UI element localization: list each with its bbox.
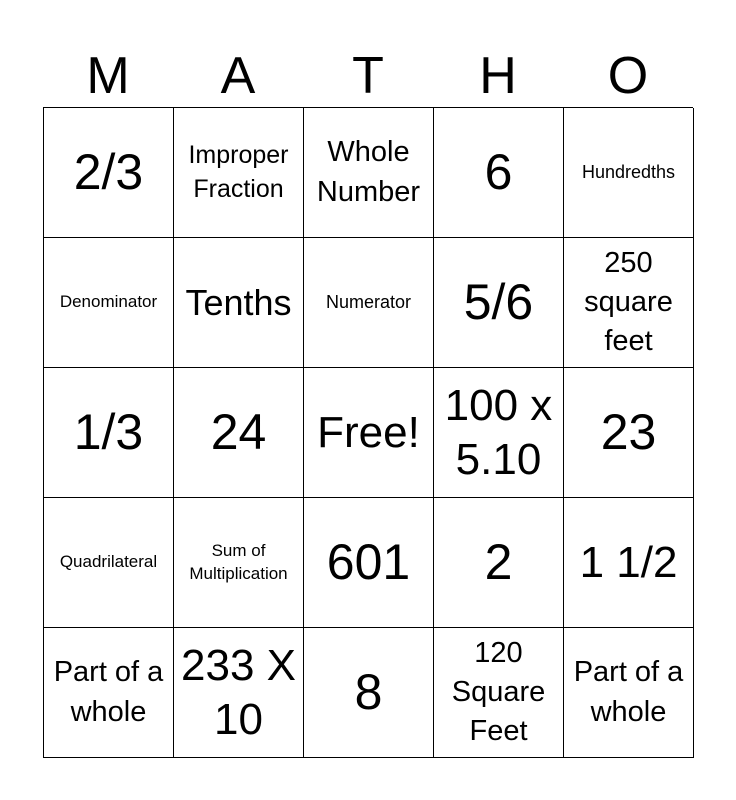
cell-text: 2: [484, 533, 513, 590]
header-letter-o: O: [607, 47, 649, 105]
bingo-cell[interactable]: [564, 238, 694, 368]
bingo-cell[interactable]: [434, 108, 564, 238]
bingo-cell[interactable]: [564, 368, 694, 498]
bingo-cell[interactable]: [304, 628, 434, 758]
cell-text: 6: [484, 143, 513, 200]
bingo-cell[interactable]: [564, 628, 694, 758]
bingo-cell[interactable]: [174, 628, 304, 758]
cell-text: 233 X 10: [181, 640, 296, 744]
cell-text: Whole Number: [316, 136, 421, 208]
cell-text: 120 Square Feet: [451, 636, 546, 748]
cell-text: Part of a whole: [573, 656, 684, 728]
cell-text: 250 square feet: [584, 246, 673, 358]
bingo-cell[interactable]: [44, 238, 174, 368]
free-space[interactable]: [304, 368, 434, 498]
cell-text: 100 x 5.10: [444, 380, 553, 484]
cell-text: Numerator: [325, 291, 412, 312]
bingo-cell[interactable]: [434, 238, 564, 368]
cell-text: 24: [210, 403, 267, 460]
bingo-cell[interactable]: [304, 108, 434, 238]
header-letter-h: H: [479, 47, 517, 105]
bingo-grid: [43, 107, 693, 758]
header-letter-a: A: [220, 47, 256, 105]
cell-text: Quadrilateral: [59, 552, 158, 572]
cell-text: Tenths: [185, 281, 292, 323]
bingo-cell[interactable]: [564, 108, 694, 238]
cell-text: 1 1/2: [579, 537, 678, 587]
cell-text: 23: [600, 403, 657, 460]
bingo-cell[interactable]: [434, 498, 564, 628]
cell-text: Sum of Multiplication: [189, 541, 288, 583]
cell-text: Hundredths: [581, 161, 676, 182]
bingo-cell[interactable]: [434, 368, 564, 498]
header-letter-m: M: [86, 47, 130, 105]
card-header: [43, 47, 693, 107]
cell-text: Improper Fraction: [188, 141, 289, 203]
bingo-cell[interactable]: [434, 628, 564, 758]
cell-text: 1/3: [73, 403, 144, 460]
bingo-cell[interactable]: [174, 368, 304, 498]
cell-text: 2/3: [73, 143, 144, 200]
bingo-cell[interactable]: [174, 498, 304, 628]
bingo-cell[interactable]: [44, 628, 174, 758]
bingo-cell[interactable]: [304, 238, 434, 368]
bingo-card: [43, 47, 693, 758]
bingo-cell[interactable]: [44, 368, 174, 498]
header-letter-t: T: [352, 47, 384, 105]
bingo-cell[interactable]: [304, 498, 434, 628]
cell-text: 8: [354, 663, 383, 720]
bingo-cell[interactable]: [44, 498, 174, 628]
bingo-cell[interactable]: [44, 108, 174, 238]
cell-text: Part of a whole: [53, 656, 164, 728]
cell-text: 5/6: [463, 273, 534, 330]
cell-text: Free!: [317, 407, 420, 457]
bingo-cell[interactable]: [564, 498, 694, 628]
cell-text: Denominator: [59, 292, 158, 312]
cell-text: 601: [326, 533, 411, 590]
bingo-cell[interactable]: [174, 108, 304, 238]
bingo-cell[interactable]: [174, 238, 304, 368]
